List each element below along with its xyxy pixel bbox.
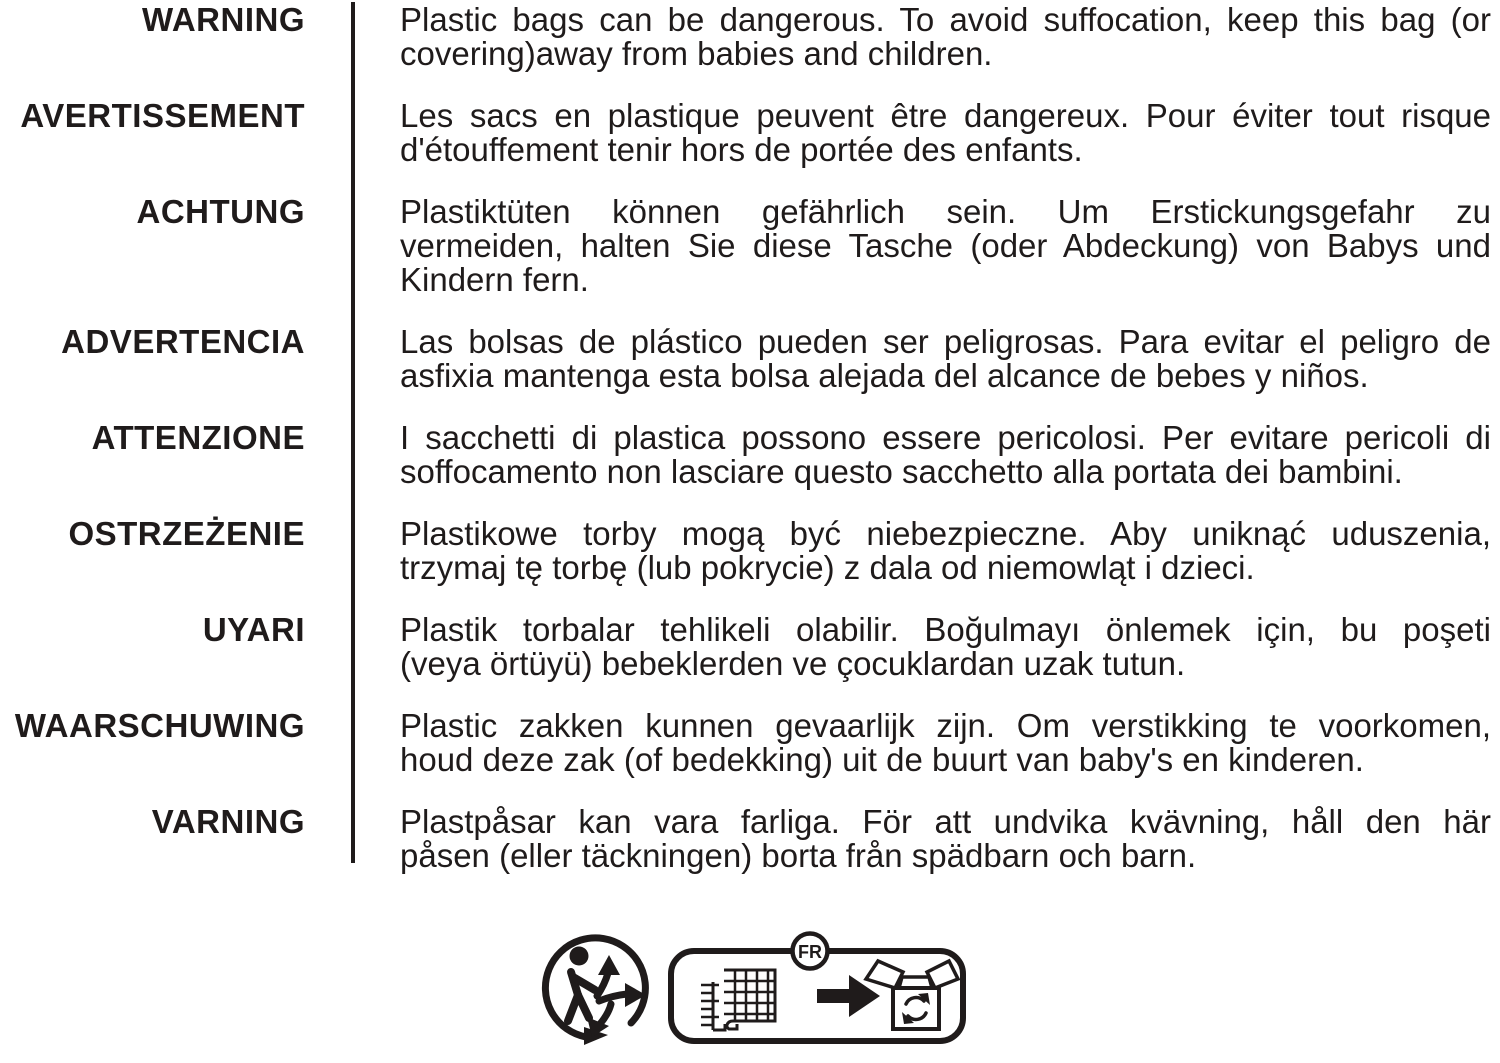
language-label: ADVERTENCIA [61,323,305,360]
warning-text-line: (veya örtüyü) bebeklerden ve çocuklardan uzak tutun. [400,645,1186,682]
warning-row-dutch [0,709,1491,777]
warning-text [400,709,1491,777]
language-label: ACHTUNG [136,193,305,230]
warning-text-line: Kindern fern. [400,261,589,298]
warning-text [400,3,1491,71]
language-label: OSTRZEŻENIE [68,515,305,552]
sorting-instructions-panel [667,930,967,1045]
warning-row-german [0,195,1491,297]
warning-text-line: Plastik torbalar tehlikeli olabilir. Boğulmayı önlemek için, bu poşeti [400,611,1491,648]
vertical-divider [351,2,355,863]
warning-text-line: Plastic bags can be dangerous. To avoid suffocation, keep this bag (or [400,1,1491,38]
warning-text-line: Plastiktüten können gefährlich sein. Um Erstickungsgefahr zu [400,193,1491,230]
warning-text-line: d'étouffement tenir hors de portée des enfants. [400,131,1083,168]
warning-text-line: Plastic zakken kunnen gevaarlijk zijn. Om verstikking te voorkomen, [400,707,1491,744]
warning-text [400,325,1491,393]
warning-text [400,99,1491,167]
warning-text-line: påsen (eller täckningen) borta från spädbarn och barn. [400,837,1197,874]
warning-text-line: trzymaj tę torbę (lub pokrycie) z dala od niemowląt i dzieci. [400,549,1255,586]
language-label: WAARSCHUWING [14,707,305,744]
warning-row-english [0,3,1491,71]
fr-badge-text: FR [797,942,822,962]
warning-text [400,517,1491,585]
warning-row-french [0,99,1491,167]
language-label: WARNING [142,1,305,38]
warning-text [400,421,1491,489]
language-label: UYARI [202,611,305,648]
warning-text-line: Les sacs en plastique peuvent être dangereux. Pour éviter tout risque [400,97,1491,134]
warning-text [400,805,1491,873]
warning-row-swedish [0,805,1491,873]
warning-text-line: vermeiden, halten Sie diese Tasche (oder Abdeckung) von Babys und [400,227,1491,264]
warning-row-spanish [0,325,1491,393]
warning-text-line: Plastikowe torby mogą być niebezpieczne. Aby uniknąć uduszenia, [400,515,1491,552]
warning-row-polish [0,517,1491,585]
warning-text-line: I sacchetti di plastica possono essere pericolosi. Per evitare pericoli di [400,419,1491,456]
language-label: ATTENZIONE [91,419,305,456]
warning-row-italian [0,421,1491,489]
language-label: AVERTISSEMENT [20,97,305,134]
warning-text-line: soffocamento non lasciare questo sacchetto alla portata dei bambini. [400,453,1403,490]
recycling-icons-row [0,930,1500,1045]
warning-text-line: Las bolsas de plástico pueden ser peligrosas. Para evitar el peligro de [400,323,1491,360]
warning-row-turkish [0,613,1491,681]
warning-text [400,195,1491,297]
triman-recycling-icon [534,931,659,1045]
warning-text-line: asfixia mantenga esta bolsa alejada del alcance de bebes y niños. [400,357,1369,394]
warning-text-line: houd deze zak (of bedekking) uit de buurt van baby's en kinderen. [400,741,1364,778]
fr-badge [792,934,827,969]
warning-text [400,613,1491,681]
warning-text-line: Plastpåsar kan vara farliga. För att undvika kvävning, håll den här [400,803,1491,840]
warning-text-line: covering)away from babies and children. [400,35,993,72]
language-label: VARNING [151,803,305,840]
